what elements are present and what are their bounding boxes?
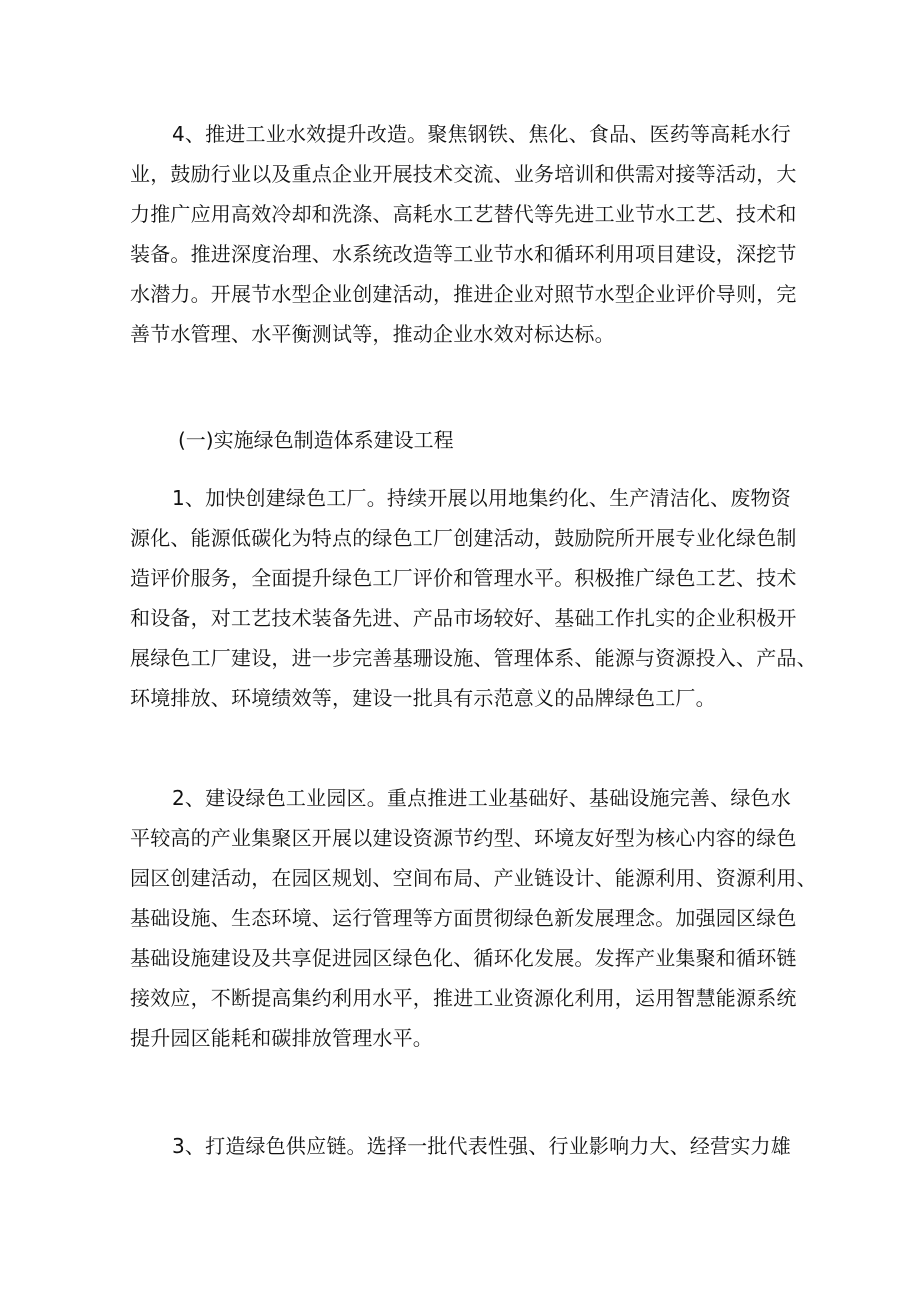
text-line: 业，鼓励行业以及重点企业开展技术交流、业务培训和供需对接等活动，大	[130, 162, 797, 186]
text-line: 善节水管理、水平衡测试等，推动企业水效对标达标。	[130, 322, 615, 346]
text-line: 接效应，不断提高集约利用水平，推进工业资源化利用，运用智慧能源系统	[130, 986, 797, 1010]
paragraph-green-supply-chain	[130, 1126, 802, 1166]
text-line: 2、建设绿色工业园区。重点推进工业基础好、基础设施完善、绿色水	[172, 786, 791, 810]
text-line: 4、推进工业水效提升改造。聚焦钢铁、焦化、食品、医药等高耗水行	[172, 122, 791, 146]
text-line: 装备。推进深度治理、水系统改造等工业节水和循环利用项目建设，深挖节	[130, 242, 797, 266]
paragraph-green-park	[130, 778, 817, 1058]
text-line: 园区创建活动，在园区规划、空间布局、产业链设计、能源利用、资源利用、	[130, 866, 817, 890]
text-line: 源化、能源低碳化为特点的绿色工厂创建活动，鼓励院所开展专业化绿色制	[130, 526, 797, 550]
paragraph-green-factory	[130, 478, 817, 718]
text-line: 平较高的产业集聚区开展以建设资源节约型、环境友好型为核心内容的绿色	[130, 826, 797, 850]
text-line: 展绿色工厂建设，进一步完善基珊设施、管理体系、能源与资源投入、产品、	[130, 646, 817, 670]
text-line: 提升园区能耗和碳排放管理水平。	[130, 1026, 433, 1050]
text-line: 水潜力。开展节水型企业创建活动，推进企业对照节水型企业评价导则，完	[130, 282, 797, 306]
text-line: 基础设施建设及共享促进园区绿色化、循环化发展。发挥产业集聚和循环链	[130, 946, 797, 970]
text-line: 基础设施、生态环境、运行管理等方面贯彻绿色新发展理念。加强园区绿色	[130, 906, 797, 930]
text-line: 3、打造绿色供应链。选择一批代表性强、行业影响力大、经营实力雄	[172, 1134, 791, 1158]
text-line: 力推广应用高效冷却和洗涤、高耗水工艺替代等先进工业节水工艺、技术和	[130, 202, 797, 226]
text-line: 造评价服务，全面提升绿色工厂评价和管理水平。积极推广绿色工艺、技术	[130, 566, 797, 590]
paragraph-water-efficiency	[130, 114, 802, 354]
text-line: 环境排放、环境绩效等，建设一批具有示范意义的品牌绿色工厂。	[130, 686, 716, 710]
section-heading: (一)实施绿色制造体系建设工程	[178, 428, 454, 452]
text-line: 和设备，对工艺技术装备先进、产品市场较好、基础工作扎实的企业积极开	[130, 606, 797, 630]
text-line: 1、加快创建绿色工厂。持续开展以用地集约化、生产清洁化、废物资	[172, 486, 791, 510]
